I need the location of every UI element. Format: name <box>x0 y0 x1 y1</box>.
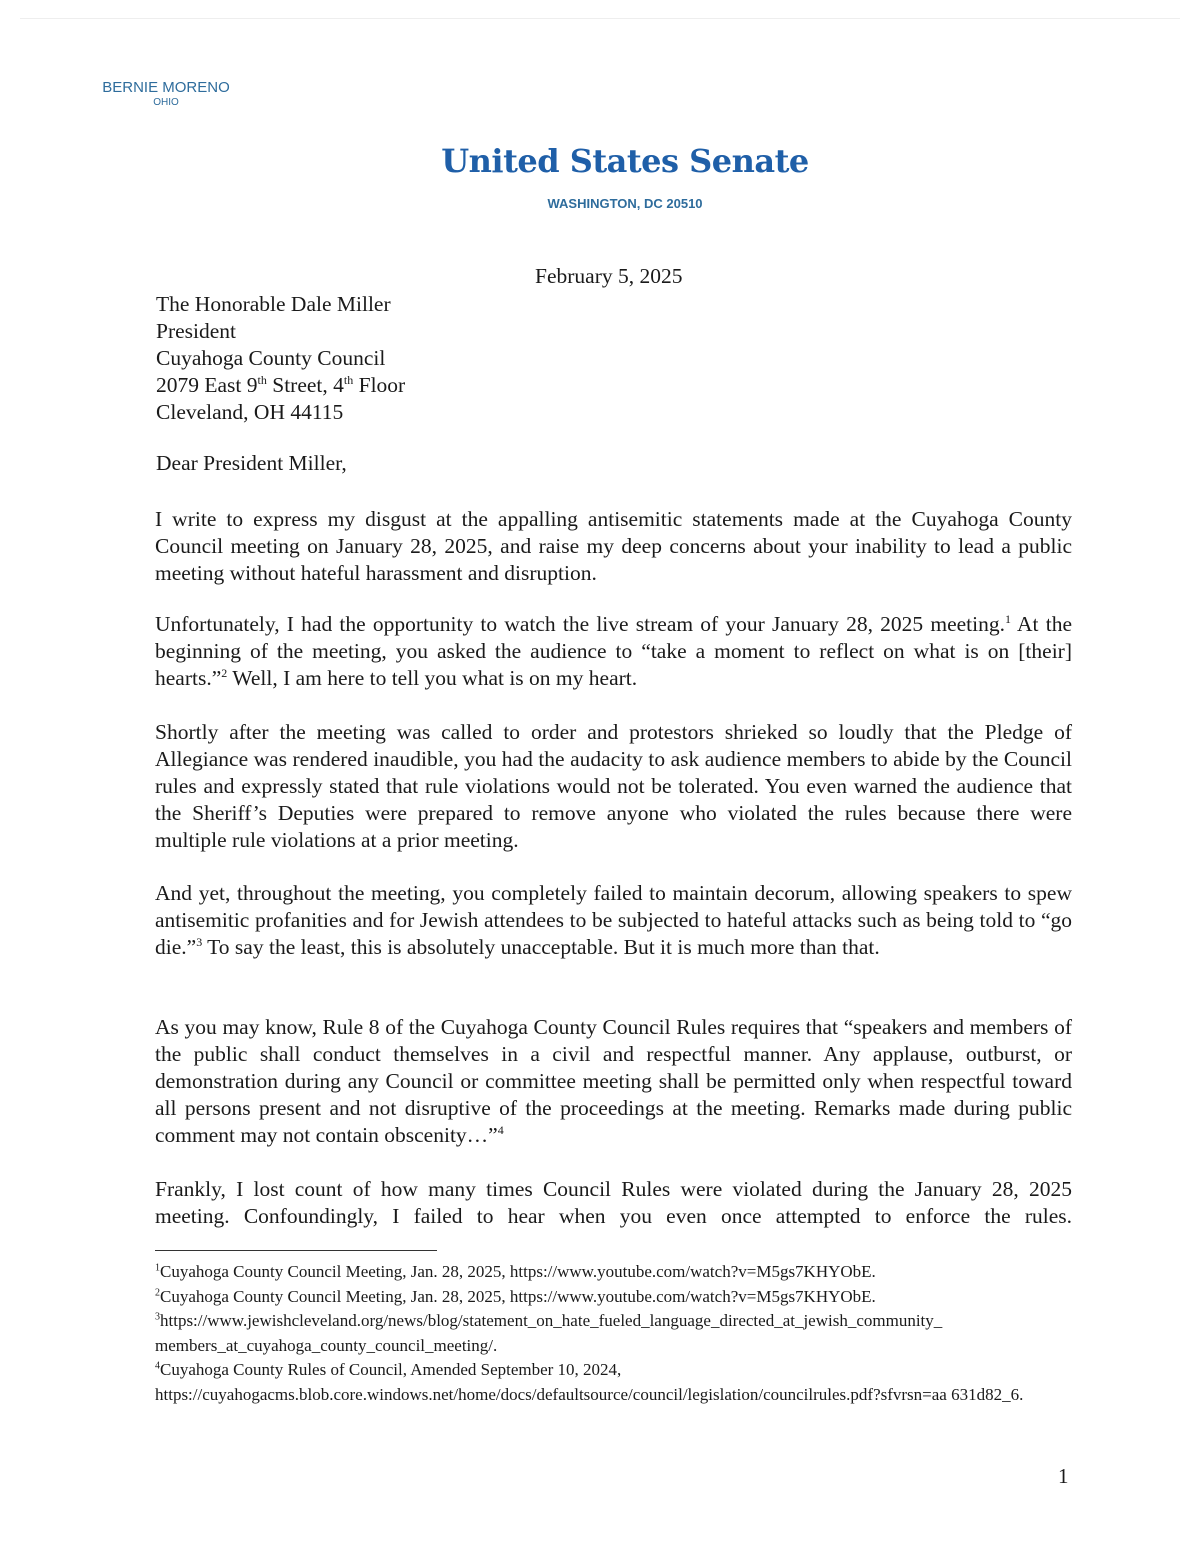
footnote-text: https://www.jewishcleveland.org/news/blog/statement_on_hate_fueled_language_directed_at_jewish_community_ members_at_cuyahoga_county_council_meeting/. <box>155 1311 943 1355</box>
recipient-name: The Honorable Dale Miller <box>156 292 391 316</box>
footnote-number: 4 <box>155 1360 160 1372</box>
text: Well, I am here to tell you what is on my heart. <box>227 666 638 690</box>
recipient-city: Cleveland, OH 44115 <box>156 400 344 424</box>
footnote-number: 2 <box>155 1286 160 1298</box>
paragraph-1: I write to express my disgust at the appalling antisemitic statements made at the Cuyahoga County Council meeting on January 28, 2025, and raise my deep concerns about your inability to lead a public meeting without hateful harassment and disruption. <box>155 507 1072 585</box>
text: To say the least, this is absolutely unacceptable. But it is much more than that. <box>202 935 880 959</box>
recipient-org: Cuyahoga County Council <box>156 346 386 370</box>
senator-name: BERNIE MORENO <box>102 79 230 96</box>
paragraph-4 <box>155 880 1072 961</box>
senate-address: WASHINGTON, DC 20510 <box>547 196 703 211</box>
footnote-ref: 4 <box>497 1122 504 1137</box>
paragraph-6: Frankly, I lost count of how many times Council Rules were violated during the January 28, 2025 meeting. Confoundingly, I failed to hear when you even once attempted to enforce the rules. <box>155 1177 1072 1228</box>
scan-edge-line <box>20 18 1180 19</box>
text: Unfortunately, I had the opportunity to watch the live stream of your January 28, 2025 meeting. <box>155 612 1005 636</box>
paragraph-3: Shortly after the meeting was called to order and protestors shrieked so loudly that the Pledge of Allegiance was rendered inaudible, you had the audacity to ask audience members to abide by the Council rules and expressly stated that rule violations would not be tolerated. You even warned the audience that the Sheriff’s Deputies were prepared to remove anyone who violated the rules because there were multiple rule violations at a prior meeting. <box>155 720 1072 852</box>
footnote-ref: 1 <box>1005 611 1011 626</box>
recipient-title: President <box>156 319 237 343</box>
footnote-ref: 3 <box>196 934 203 949</box>
footnote-4 <box>155 1358 1072 1407</box>
street-text: Floor <box>353 373 406 397</box>
page-number: 1 <box>1058 1464 1069 1488</box>
letter-date: February 5, 2025 <box>535 264 683 288</box>
salutation: Dear President Miller, <box>156 451 347 475</box>
text: And yet, throughout the meeting, you completely failed to maintain decorum, allowing speakers to spew antisemitic profanities and for Jewish attendees to be subjected to hateful attacks such as being told to “go die.” <box>155 881 1072 959</box>
footnotes <box>155 1260 1072 1407</box>
senator-letterhead <box>96 79 236 108</box>
senator-state: OHIO <box>153 97 179 108</box>
street-text: 2079 East 9 <box>156 373 258 397</box>
street-sup: th <box>343 372 354 387</box>
senate-logo-text: United States Senate <box>441 142 809 180</box>
paragraph-5 <box>155 1014 1072 1149</box>
recipient-street <box>156 372 405 399</box>
footnote-text: Cuyahoga County Council Meeting, Jan. 28, 2025, https://www.youtube.com/watch?v=M5gs7KHYObE. <box>160 1262 876 1281</box>
recipient-address <box>156 291 405 426</box>
footnote-3 <box>155 1309 1072 1358</box>
paragraph-2 <box>155 611 1072 692</box>
footnote-text: Cuyahoga County Rules of Council, Amended September 10, 2024, <box>160 1360 622 1379</box>
footnote-url: https://cuyahogacms.blob.core.windows.net/home/docs/defaultsource/council/legislation/councilrules.pdf?sfvrsn=aa 631d82_6. <box>155 1384 1024 1404</box>
footnote-text: Cuyahoga County Council Meeting, Jan. 28, 2025, https://www.youtube.com/watch?v=M5gs7KHYObE. <box>160 1286 876 1306</box>
footnote-number: 1 <box>155 1262 160 1274</box>
footnote-divider <box>155 1250 437 1251</box>
street-text: Street, 4 <box>266 373 344 397</box>
footnote-1 <box>155 1260 1072 1285</box>
footnote-2 <box>155 1285 1072 1310</box>
street-sup: th <box>257 372 267 387</box>
footnote-number: 3 <box>155 1311 160 1323</box>
text: As you may know, Rule 8 of the Cuyahoga County Council Rules requires that “speakers and members of the public shall conduct themselves in a civil and respectful manner. Any applause, outburst, or demonstration during any Council or committee meeting shall be permitted only when respectful toward all persons present and not disruptive of the proceedings at the meeting. Remarks made during public comment may not contain obscenity…” <box>155 1015 1072 1147</box>
text: At the beginning of the meeting, you asked the audience to “take a moment to reflect on what is on [their] hearts.” <box>155 612 1072 690</box>
footnote-ref: 2 <box>221 665 228 680</box>
